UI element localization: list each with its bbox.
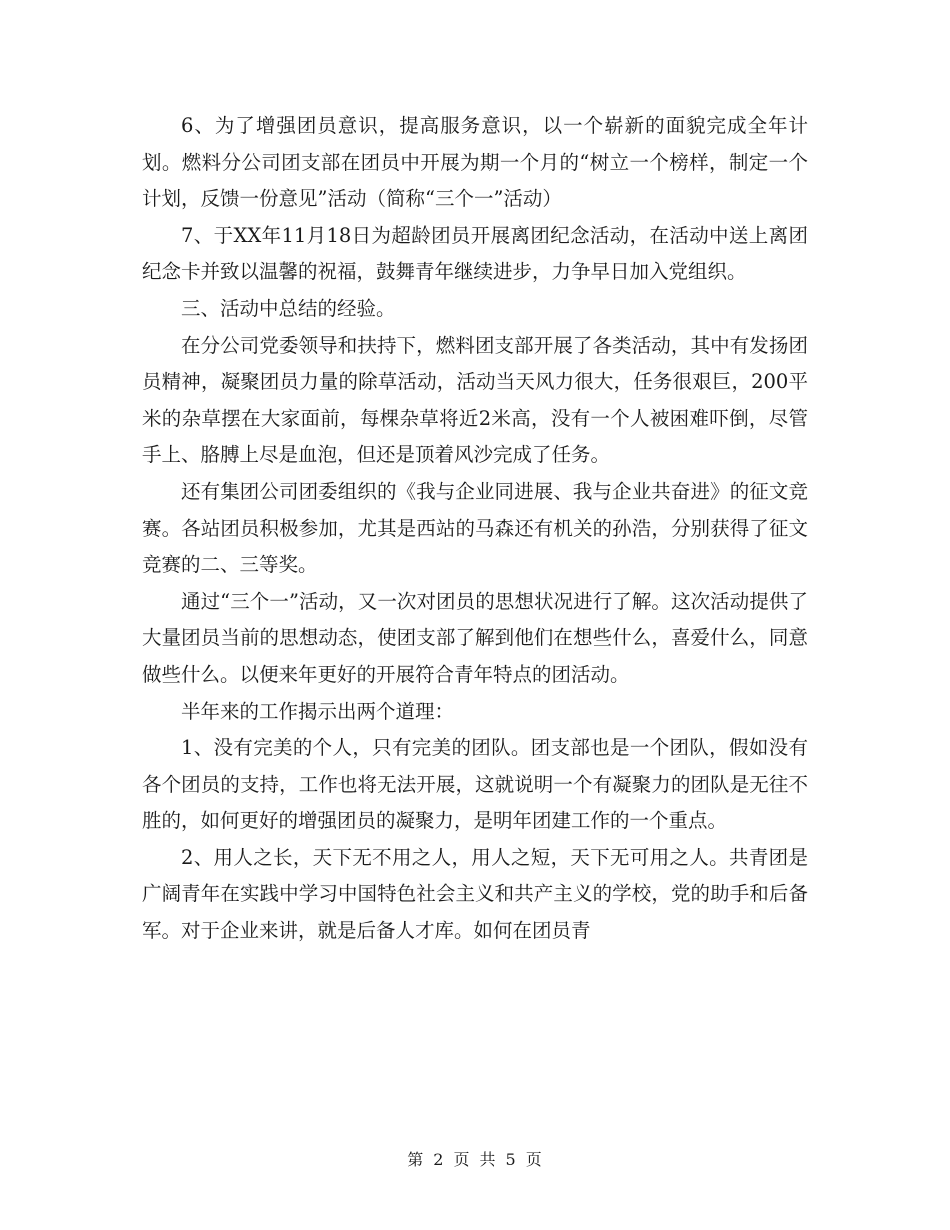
paragraph-lesson-2: 2、用人之长，天下无不用之人，用人之短，天下无可用之人。共青团是广阔青年在实践中学习中国特色社会主义和共产主义的学校，党的助手和后备军。对于企业来讲，就是后备人才库。如何在团员青 [142, 845, 808, 943]
total-label: 共 [479, 1150, 497, 1169]
paragraph-three-ones: 通过“三个一”活动，又一次对团员的思想状况进行了解。这次活动提供了大量团员当前的思想动态，使团支部了解到他们在想些什么，喜爱什么，同意做些什么。以便来年更好的开展符合青年特点的团活动。 [142, 589, 808, 686]
section-heading-experience: 三、活动中总结的经验。 [181, 296, 396, 320]
paragraph-essay-contest: 还有集团公司团委组织的《我与企业同进展、我与企业共奋进》的征文竞赛。各站团员积极参加，尤其是西站的马森还有机关的孙浩，分别获得了征文竞赛的二、三等奖。 [142, 479, 808, 577]
paragraph-lesson-1: 1、没有完美的个人，只有完美的团队。团支部也是一个团队，假如没有各个团员的支持，工作也将无法开展，这就说明一个有凝聚力的团队是无往不胜的，如何更好的增强团员的凝聚力，是明年团建工作的一个重点。 [142, 736, 808, 833]
total-pages-number: 5 [505, 1150, 517, 1169]
paragraph-weeding-activity: 在分公司党委领导和扶持下，燃料团支部开展了各类活动，其中有发扬团员精神，凝聚团员力量的除草活动，活动当天风力很大，任务很艰巨，200平米的杂草摆在大家面前，每棵杂草将近2米高，没有一个人被困难吓倒，尽管手上、胳膊上尽是血泡，但还是顶着风沙完成了任务。 [142, 333, 808, 467]
page-label-mid: 页 [453, 1150, 471, 1169]
current-page-number: 2 [433, 1150, 445, 1169]
document-body [142, 108, 808, 950]
paragraph-item-7: 7、于XX年11月18日为超龄团员开展离团纪念活动，在活动中送上离团纪念卡并致以温馨的祝福，鼓舞青年继续进步，力争早日加入党组织。 [142, 223, 808, 284]
page-footer [0, 1147, 950, 1170]
paragraph-two-lessons-intro: 半年来的工作揭示出两个道理： [181, 699, 455, 723]
paragraph-item-6: 6、为了增强团员意识，提高服务意识，以一个崭新的面貌完成全年计划。燃料分公司团支部在团员中开展为期一个月的“树立一个榜样，制定一个计划，反馈一份意见”活动（简称“三个一”活动） [142, 114, 808, 211]
page-label-prefix: 第 [407, 1150, 425, 1169]
page-label-suffix: 页 [525, 1150, 543, 1169]
